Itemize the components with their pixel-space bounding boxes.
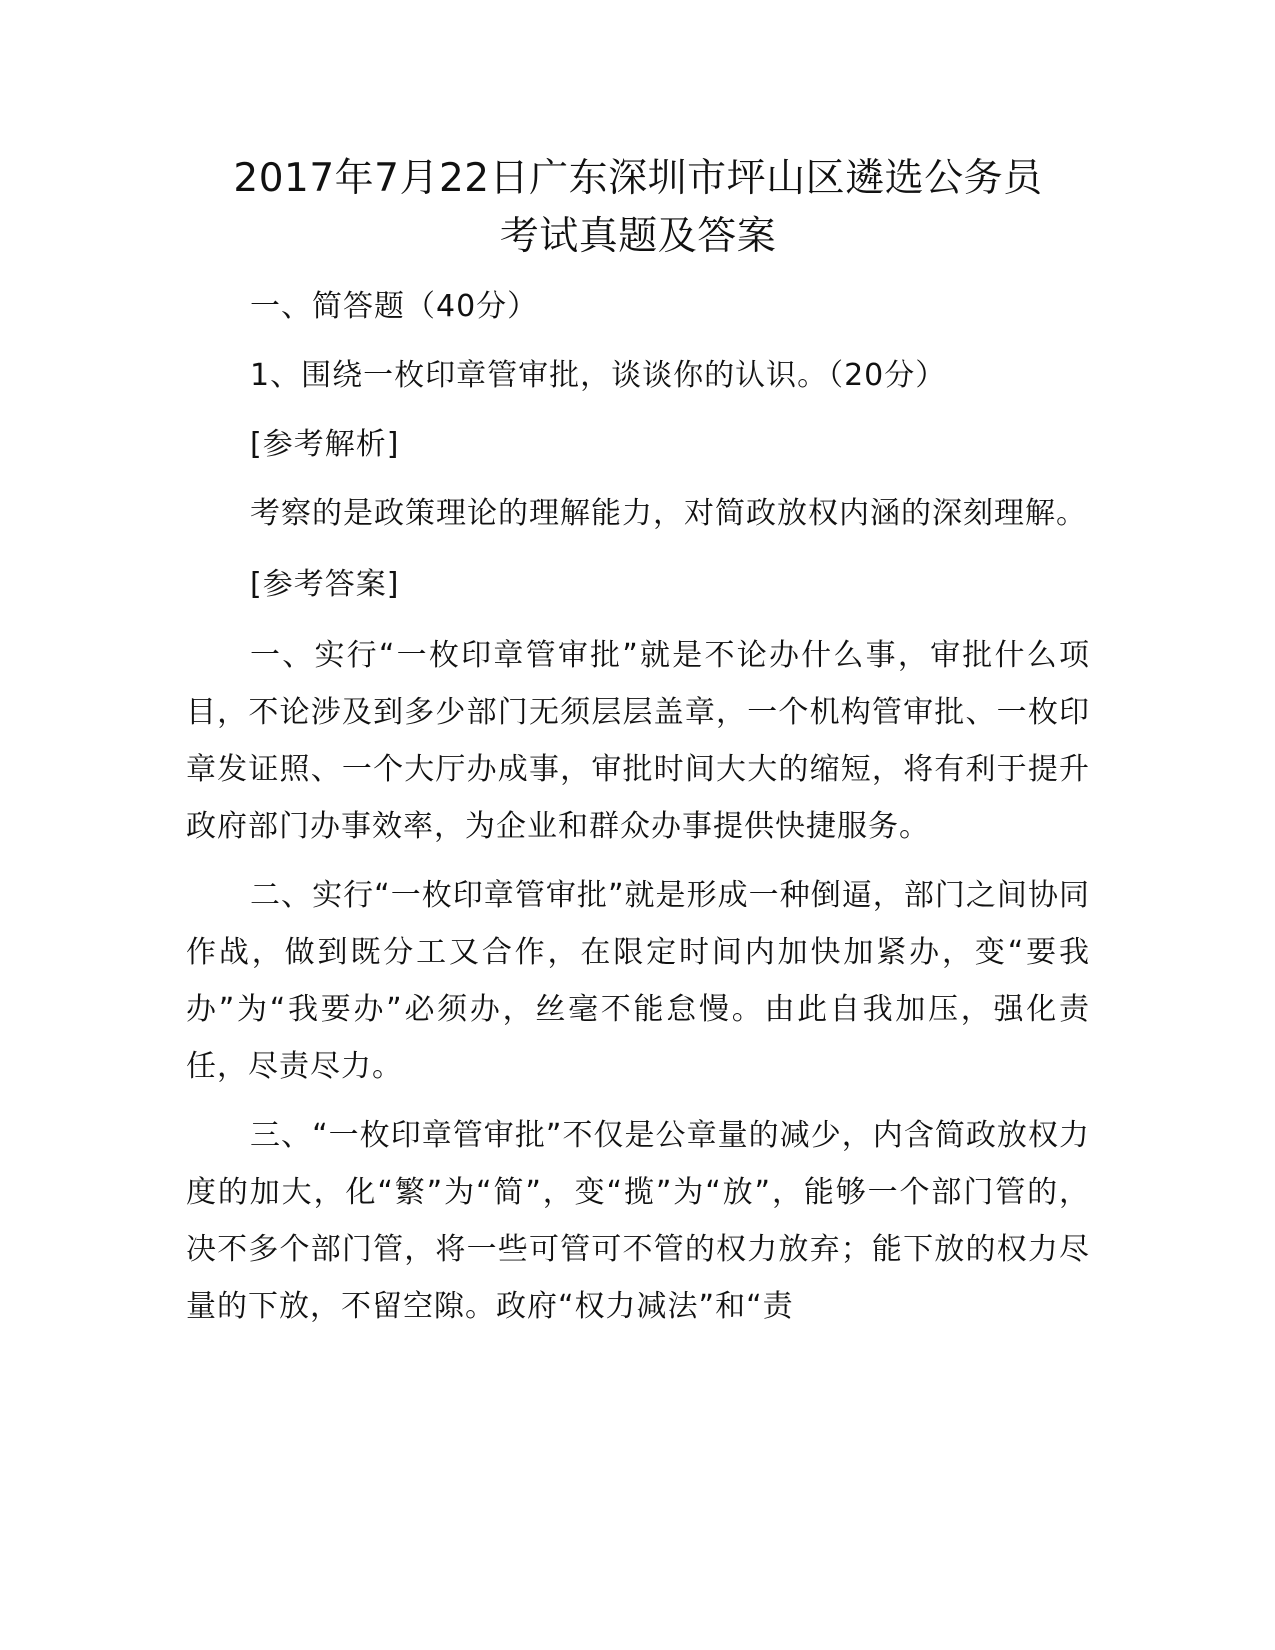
answer-paragraph-3: 三、“一枚印章管审批”不仅是公章量的减少，内含简政放权力度的加大，化“繁”为“简”，变“揽”为“放”，能够一个部门管的，决不多个部门管，将一些可管可不管的权力放弃；能下放的权力尽量的下放，不留空隙。政府“权力减法”和“责 [186, 1118, 1090, 1324]
section-heading: 一、简答题（40分） [250, 289, 539, 324]
document-body [186, 150, 1090, 1335]
document-title [186, 150, 1090, 266]
answer-paragraph-2: 二、实行“一枚印章管审批”就是形成一种倒逼，部门之间协同作战，做到既分工又合作，在限定时间内加快加紧办，变“要我办”为“我要办”必须办，丝毫不能怠慢。由此自我加压，强化责任，尽责尽力。 [186, 878, 1090, 1084]
answer-paragraph-1: 一、实行“一枚印章管审批”就是不论办什么事，审批什么项目，不论涉及到多少部门无须层层盖章，一个机构管审批、一枚印章发证照、一个大厅办成事，审批时间大大的缩短，将有利于提升政府部门办事效率，为企业和群众办事提供快捷服务。 [186, 638, 1090, 844]
analysis-paragraph: 考察的是政策理论的理解能力，对简政放权内涵的深刻理解。 [250, 496, 1087, 531]
answer-label: [参考答案] [250, 567, 400, 602]
question-text: 1、围绕一枚印章管审批，谈谈你的认识。（20分） [250, 358, 947, 393]
analysis-label: [参考解析] [250, 427, 400, 462]
title-line-2: 考试真题及答案 [499, 214, 777, 259]
title-line-1: 2017年7月22日广东深圳市坪山区遴选公务员 [233, 156, 1043, 201]
